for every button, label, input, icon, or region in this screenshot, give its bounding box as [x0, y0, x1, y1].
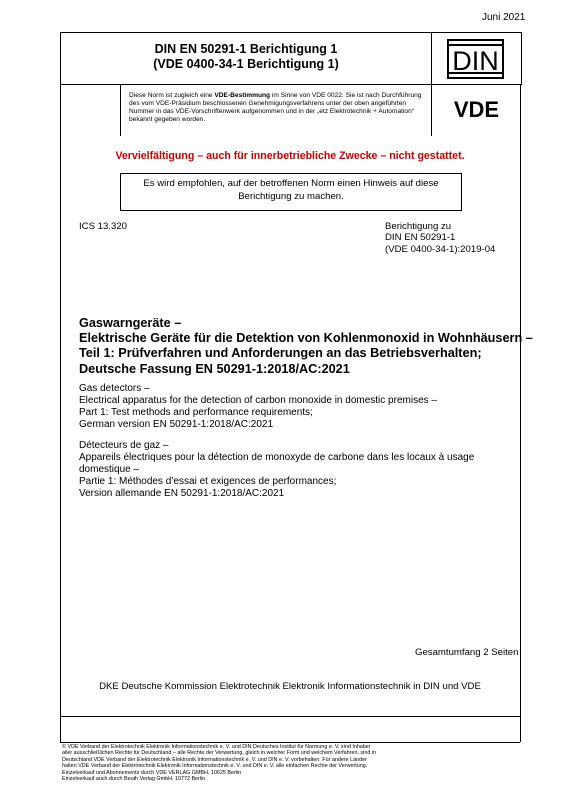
- title-en-line: Gas detectors –: [79, 383, 150, 394]
- title-fr-line: Appareils électriques pour la détection de monoxyde de carbone dans les locaux à usage: [79, 452, 475, 463]
- title-fr-line: domestique –: [79, 464, 140, 475]
- vde-logo-icon: [444, 98, 509, 120]
- correction-reference: [385, 221, 495, 255]
- correction-ref-line: DIN EN 50291-1: [385, 232, 456, 244]
- total-pages: Gesamtumfang 2 Seiten: [415, 647, 519, 658]
- document-title-line1: DIN EN 50291-1 Berichtigung 1: [154, 42, 338, 56]
- dke-line: DKE Deutsche Kommission Elektrotechnik Elektronik Informationstechnik in DIN und VDE: [99, 681, 481, 692]
- title-de-line: Elektrische Geräte für die Detektion von Kohlenmonoxid in Wohnhäusern –: [79, 331, 533, 346]
- ics-code: ICS 13.320: [79, 221, 128, 232]
- document-title-line2: (VDE 0400-34-1 Berichtigung 1): [153, 57, 339, 71]
- document-title: [61, 33, 431, 84]
- copyright-line: Deutschland VDE Verband der Elektrotechnik Elektronik Informationstechnik e. V. und DIN e. V. vorbehalten. Für andere Länder: [62, 756, 367, 763]
- copyright-line: Einzelverkauf auch durch Beuth Verlag GmbH, 10772 Berlin: [62, 776, 206, 783]
- correction-ref-line: Berichtigung zu: [385, 221, 452, 232]
- title-fr-line: Détecteurs de gaz –: [79, 440, 169, 451]
- correction-ref-line: (VDE 0400-34-1):2019-04: [385, 243, 496, 255]
- copyright-notice: [62, 744, 532, 782]
- vde-logo-text: VDE: [453, 98, 500, 120]
- title-german: [79, 316, 539, 377]
- copyright-line: aller ausschließlichen Rechte für Deutschland – alle Rechte der Verwertung, gleich in welcher Form und welchem Verfahren, sind in: [62, 750, 377, 757]
- frame-left-line: [60, 32, 61, 742]
- title-en-line: Part 1: Test methods and performance requirements;: [79, 407, 313, 418]
- title-fr-line: Partie 1: Méthodes d’essai et exigences de performances;: [79, 476, 337, 487]
- title-de-line: Deutsche Fassung EN 50291-1:2018/AC:2021: [79, 361, 350, 376]
- footer-divider: [60, 716, 520, 717]
- title-en-line: Electrical apparatus for the detection of carbon monoxide in domestic premises –: [79, 395, 437, 406]
- footer-divider: [60, 742, 520, 743]
- title-english: [79, 383, 539, 431]
- copyright-line: Einzelverkauf und Abonnements durch VDE VERLAG GMBH, 10625 Berlin: [62, 769, 242, 776]
- reproduction-warning: Vervielfältigung – auch für innerbetriebliche Zwecke – nicht gestattet.: [115, 150, 465, 162]
- din-logo-text: DIN: [452, 46, 499, 76]
- vde-note: [129, 92, 427, 124]
- title-french: [79, 440, 539, 500]
- din-logo-icon: [447, 39, 504, 79]
- publication-date: Juni 2021: [482, 12, 526, 23]
- header-divider: [431, 84, 432, 136]
- header-divider: [431, 32, 432, 85]
- vde-note-rest: im Sinne von VDE 0022. Sie ist nach Durchführung des vom VDE-Präsidium beschlossenen Genehmigungsverfahrens unter der oben angeführten Nummer in das VDE-Vorschriftenwerk aufgenommen und in der „etz Elektrotechnik + Automation“ bekannt gegeben worden.: [129, 92, 422, 124]
- header-divider: [60, 84, 521, 85]
- title-de-line: Gaswarngeräte –: [79, 316, 182, 330]
- copyright-line: halten VDE Verband der Elektrotechnik Elektronik Informationstechnik e. V. und DIN e. V. alle einfachen Rechte der Verwertung.: [62, 763, 368, 770]
- title-de-line: Teil 1: Prüfverfahren und Anforderungen an das Betriebsverhalten;: [79, 346, 482, 361]
- recommendation-text: Es wird empfohlen, auf der betroffenen Norm einen Hinweis auf diese Berichtigung zu machen.: [143, 178, 439, 202]
- vde-note-prefix: Diese Norm ist zugleich eine: [129, 92, 215, 99]
- recommendation-box: [120, 173, 462, 211]
- title-fr-line: Version allemande EN 50291-1:2018/AC:2021: [79, 488, 285, 499]
- title-en-line: German version EN 50291-1:2018/AC:2021: [79, 419, 274, 430]
- vde-note-bold: VDE-Bestimmung: [214, 92, 271, 99]
- header-divider: [120, 84, 121, 136]
- copyright-line: © VDE Verband der Elektrotechnik Elektronik Informationstechnik e. V. und DIN Deutsches Institut für Normung e. V. sind Inhaber: [62, 744, 371, 750]
